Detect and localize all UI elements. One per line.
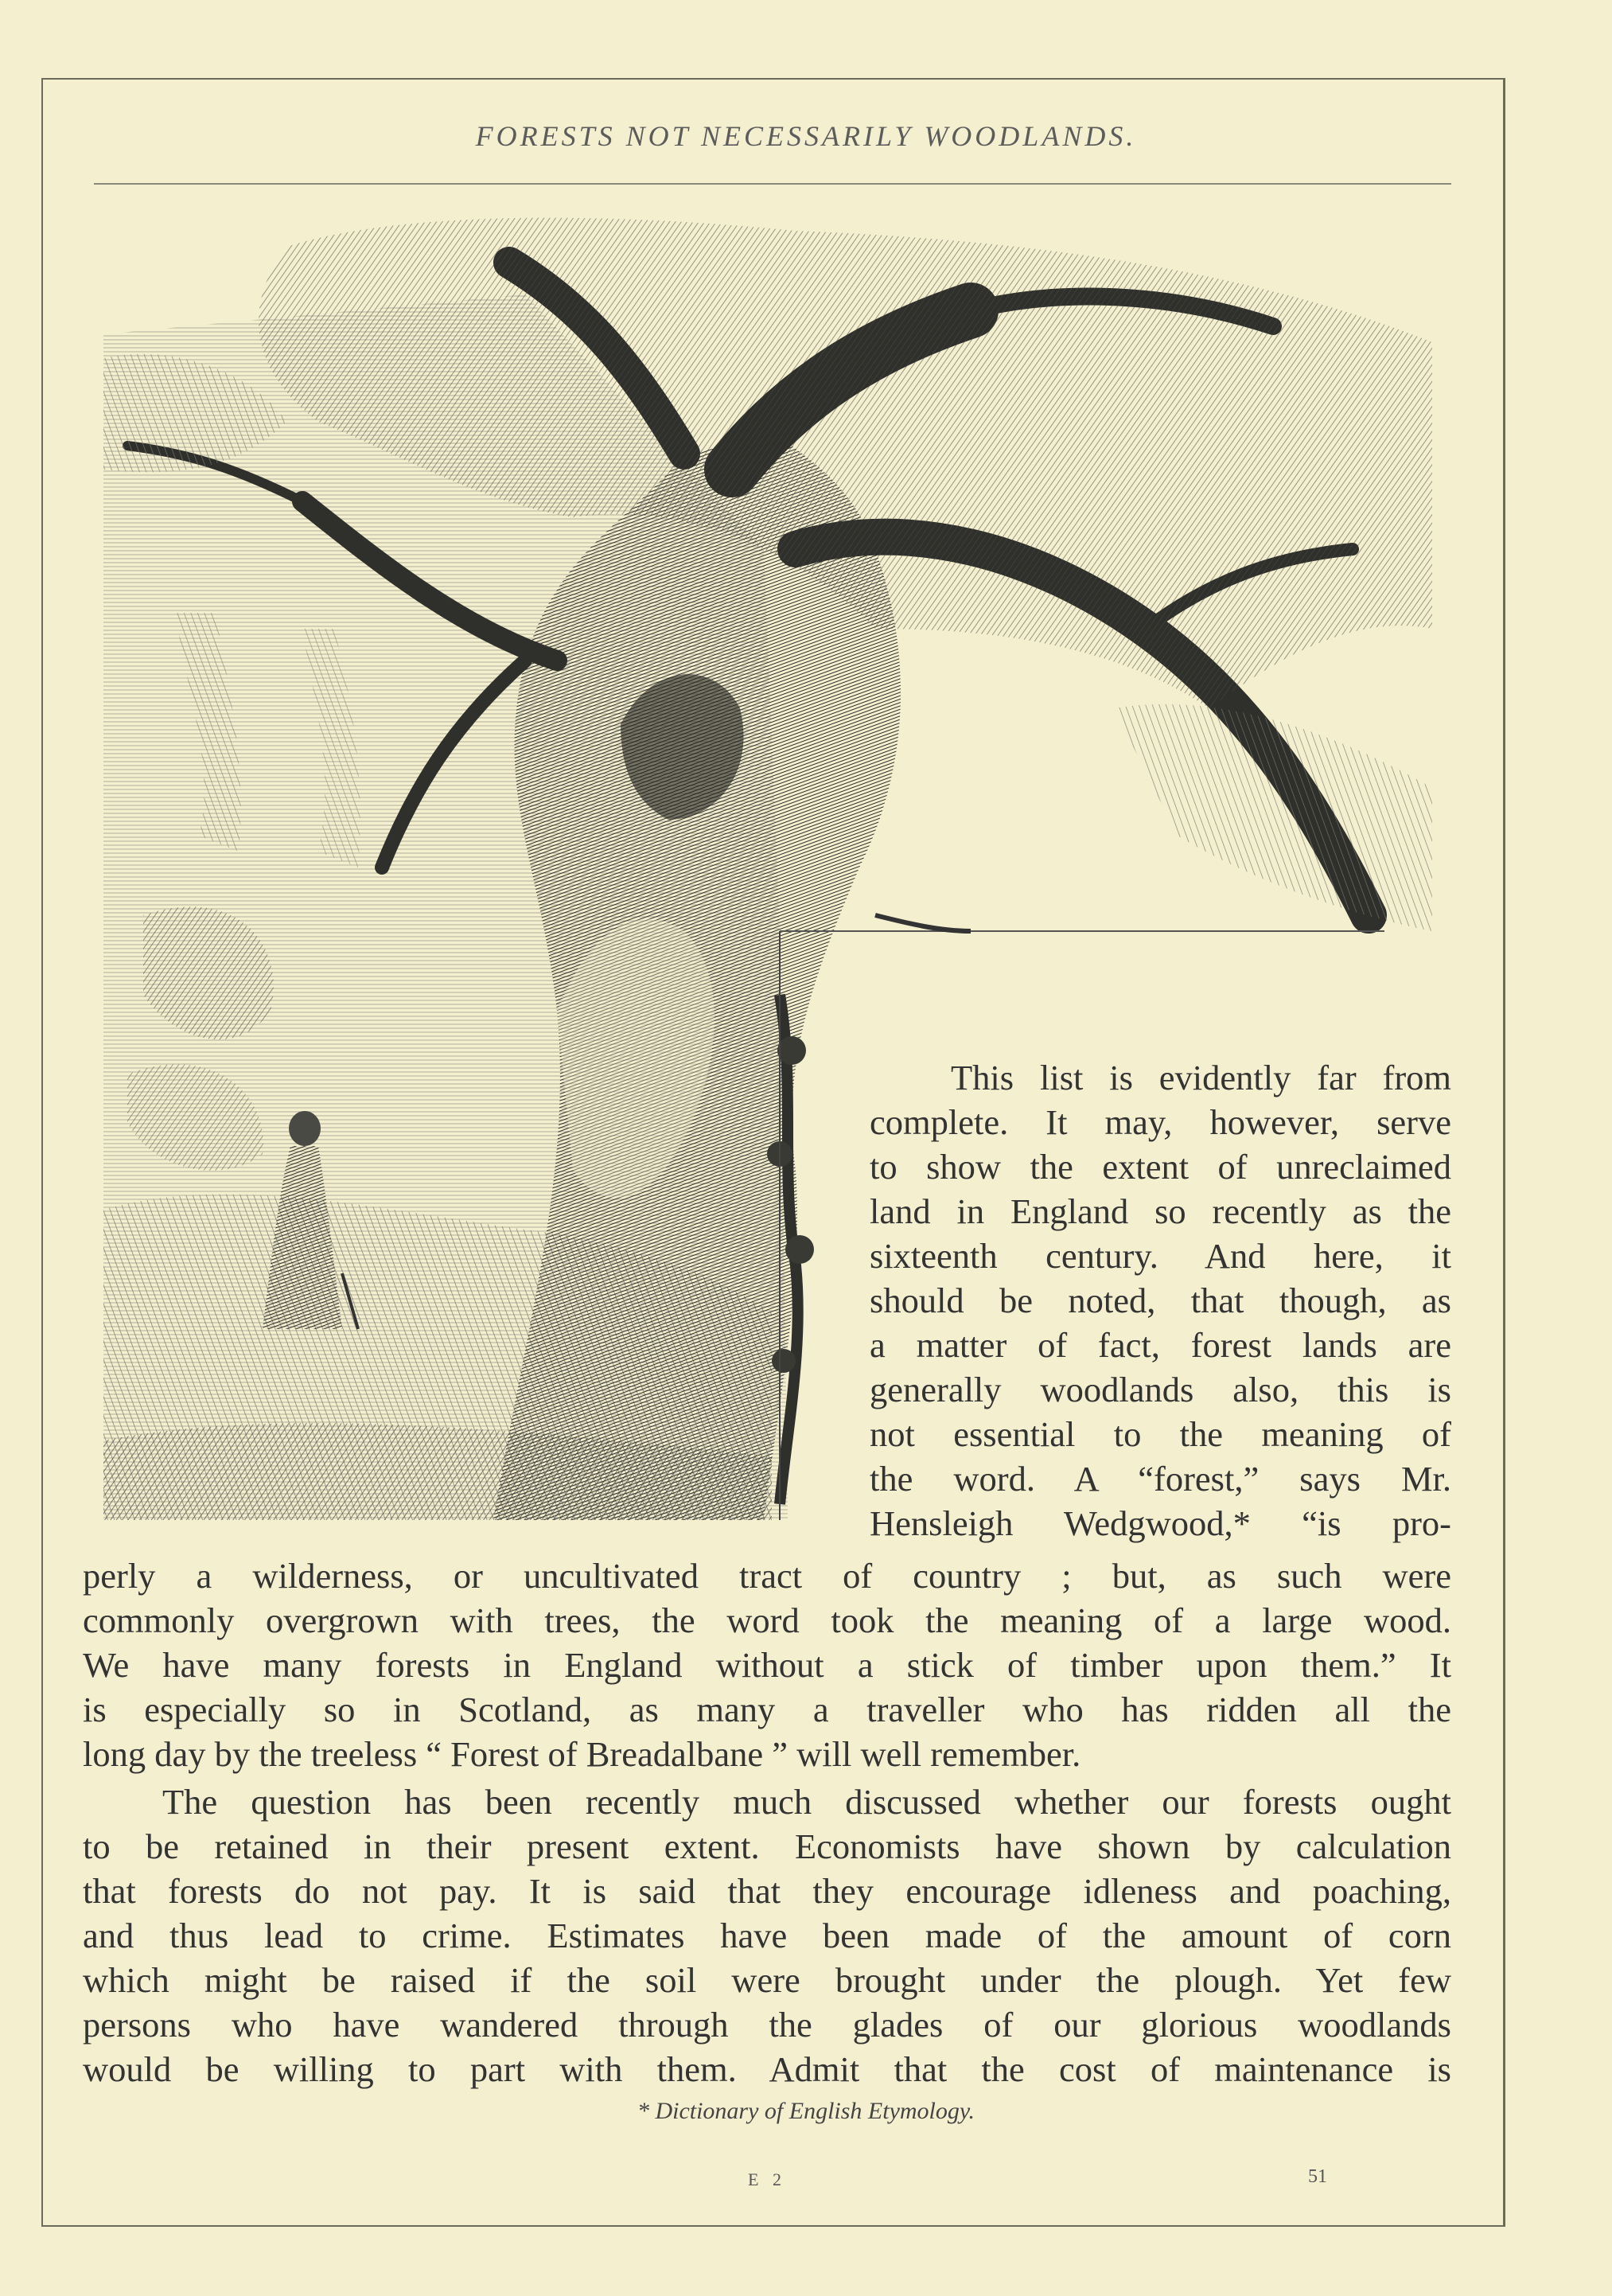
text-line: Hensleigh Wedgwood,* “is pro- (870, 1503, 1451, 1543)
running-head: FORESTS NOT NECESSARILY WOODLANDS. (475, 120, 1137, 152)
page-number: 51 (1308, 2166, 1327, 2187)
text-line: This list is evidently far from (951, 1058, 1451, 1097)
head-rule (94, 183, 1451, 185)
text-line: the word. A “forest,” says Mr. (870, 1459, 1451, 1499)
text-line: not essential to the meaning of (870, 1414, 1451, 1454)
text-line: is especially so in Scotland, as many a traveller who has ridden all the (83, 1690, 1451, 1729)
text-line: a matter of fact, forest lands are (870, 1325, 1451, 1365)
text-line: generally woodlands also, this is (870, 1370, 1451, 1409)
text-line-paragraph-start: The question has been recently much discussed whether our forests ought (162, 1782, 1451, 1822)
text-line: perly a wilderness, or uncultivated tract of country ; but, as such were (83, 1556, 1451, 1596)
text-line: long day by the treeless “ Forest of Breadalbane ” will well remember. (83, 1734, 1081, 1774)
text-line: complete. It may, however, serve (870, 1102, 1451, 1142)
footnote: * Dictionary of English Etymology. (637, 2098, 975, 2124)
text-line: would be willing to part with them. Admit that the cost of maintenance is (83, 2049, 1451, 2089)
text-line: persons who have wandered through the glades of our glorious woodlands (83, 2005, 1451, 2045)
text-line: which might be raised if the soil were brought under the plough. Yet few (83, 1960, 1451, 2000)
signature-mark: E 2 (748, 2169, 786, 2189)
text-line: to show the extent of unreclaimed (870, 1147, 1451, 1187)
text-line: and thus lead to crime. Estimates have been made of the amount of corn (83, 1916, 1451, 1955)
text-line: to be retained in their present extent. Economists have shown by calculation (83, 1826, 1451, 1866)
text-line: land in England so recently as the (870, 1191, 1451, 1231)
text-line: We have many forests in England without a stick of timber upon them.” It (83, 1645, 1451, 1685)
text-line: that forests do not pay. It is said that they encourage idleness and poaching, (83, 1871, 1451, 1911)
tree-trunk (493, 438, 901, 1520)
text-line: should be noted, that though, as (870, 1281, 1451, 1320)
text-line: sixteenth century. And here, it (870, 1236, 1451, 1276)
text-line: commonly overgrown with trees, the word took the meaning of a large wood. (83, 1600, 1451, 1640)
